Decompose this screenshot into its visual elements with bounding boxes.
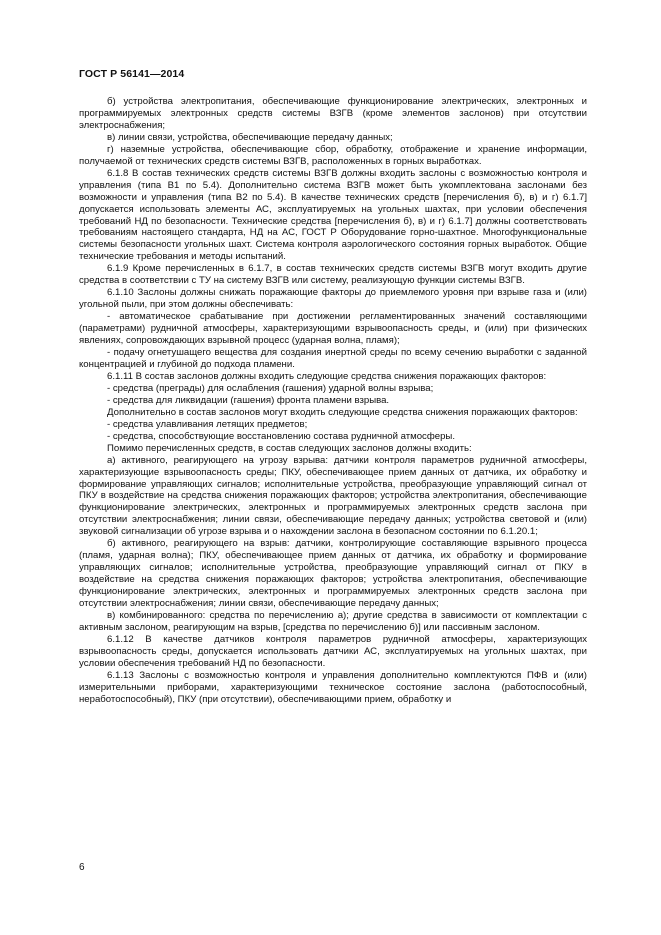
paragraph: 6.1.12 В качестве датчиков контроля параметров рудничной атмосферы, характеризующих взрывоопасность среды, допускается использовать датчики АС, эксплуатируемых на угольных шахтах, при условии обеспечения требований НД по безопасности. [79, 633, 587, 669]
paragraph: 6.1.8 В состав технических средств системы ВЗГВ должны входить заслоны с возможностью контроля и управления (типа В1 по 5.4). Дополнительно система ВЗГВ может быть укомплектована заслонами без возможности и управления (типа В2 по 5.4). В качестве технических средств [перечисления б), в) и г) 6.1.7] допускается использовать элементы АС, эксплуатируемых на угольных шахтах, при условии обеспечения требований НД по безопасности. Технические средства [перечисления б), в) и г) 6.1.7] должны соответствовать требованиям настоящего стандарта, НД на АС, ГОСТ Р Оборудование горно-шахтное. Многофункциональные системы безопасности угольных шахт. Система контроля аэрологического состояния горных выработок. Общие технические требования и методы испытаний. [79, 167, 587, 263]
paragraph: 6.1.13 Заслоны с возможностью контроля и управления дополнительно комплектуются ПФВ и (или) измерительными приборами, характеризующими техническое состояние заслона (работоспособный, неработоспособный), ПКУ (при отсутствии), обеспечивающими прием, обработку и [79, 669, 587, 705]
paragraph: а) активного, реагирующего на угрозу взрыва: датчики контроля параметров рудничной атмосферы, характеризующие взрывоопасность среды; ПКУ, обеспечивающее прием данных от датчика, их обработку и формирование управляющих сигналов; исполнительные устройства, преобразующие управляющий сигнал от ПКУ в воздействие на средства снижения поражающих факторов; устройства электропитания, обеспечивающие функционирование электрических, электронных и программируемых электронных средств заслона при отсутствии электроснабжения; линии связи, обеспечивающие передачу данных; устройства световой и (или) звуковой сигнализации об угрозе взрыва и о нахождении заслона в безопасном состоянии по 6.1.20.1; [79, 454, 587, 538]
paragraph: - средства (преграды) для ослабления (гашения) ударной волны взрыва; [107, 382, 434, 394]
paragraph: - средства, способствующие восстановлению состава рудничной атмосферы. [107, 430, 455, 442]
paragraph: б) активного, реагирующего на взрыв: датчики, контролирующие составляющие взрывного процесса (пламя, ударная волна); ПКУ, обеспечивающее прием данных от датчика, их обработку и формирование управляющих сигналов; исполнительные устройства, преобразующие управляющий сигнал от ПКУ в воздействие на средства снижения поражающих факторов; устройства электропитания, обеспечивающие функционирование электрических, электронных и программируемых электронных средств заслона при отсутствии электроснабжения; линии связи, обеспечивающие передачу данных; [79, 538, 587, 610]
paragraph: г) наземные устройства, обеспечивающие сбор, обработку, отображение и хранение информации, получаемой от технических средств системы ВЗГВ, расположенных в горных выработках. [79, 143, 587, 167]
paragraph: - автоматическое срабатывание при достижении регламентированных значений составляющими (параметрами) рудничной атмосферы, характеризующими взрывоопасность среды, и (или) при физических явлениях, сопровождающих взрывной процесс (ударная волна, пламя); [79, 311, 587, 347]
document-body [79, 96, 587, 706]
paragraph: Помимо перечисленных средств, в состав следующих заслонов должны входить: [107, 442, 472, 454]
document-header: ГОСТ Р 56141—2014 [79, 68, 185, 80]
paragraph: 6.1.10 Заслоны должны снижать поражающие факторы до приемлемого уровня при взрыве газа и (или) угольной пыли, при этом должны обеспечивать: [79, 287, 587, 311]
paragraph: б) устройства электропитания, обеспечивающие функционирование электрических, электронных и программируемых электронных средств системы ВЗГВ (кроме элементов заслонов) при отсутствии электроснабжения; [79, 96, 587, 131]
paragraph: - средства улавливания летящих предметов; [107, 418, 308, 430]
paragraph: - средства для ликвидации (гашения) фронта пламени взрыва. [107, 394, 390, 406]
paragraph: в) линии связи, устройства, обеспечивающие передачу данных; [107, 131, 393, 143]
paragraph: - подачу огнетушащего вещества для создания инертной среды по всему сечению выработки с заданной концентрацией и глубиной до подхода пламени. [79, 347, 587, 370]
paragraph: 6.1.9 Кроме перечисленных в 6.1.7, в состав технических средств системы ВЗГВ могут входить другие средства в соответствии с ТУ на систему ВЗГВ или систему, реализующую функции системы ВЗГВ. [79, 263, 587, 287]
paragraph: в) комбинированного: средства по перечислению а); другие средства в зависимости от комплектации с активным заслоном, реагирующим на взрыв, [средства по перечислению б)] или пассивным заслоном. [79, 609, 587, 633]
paragraph: 6.1.11 В состав заслонов должны входить следующие средства снижения поражающих факторов: [107, 370, 547, 382]
page-number: 6 [79, 862, 85, 873]
paragraph: Дополнительно в состав заслонов могут входить следующие средства снижения поражающих факторов: [107, 406, 578, 418]
